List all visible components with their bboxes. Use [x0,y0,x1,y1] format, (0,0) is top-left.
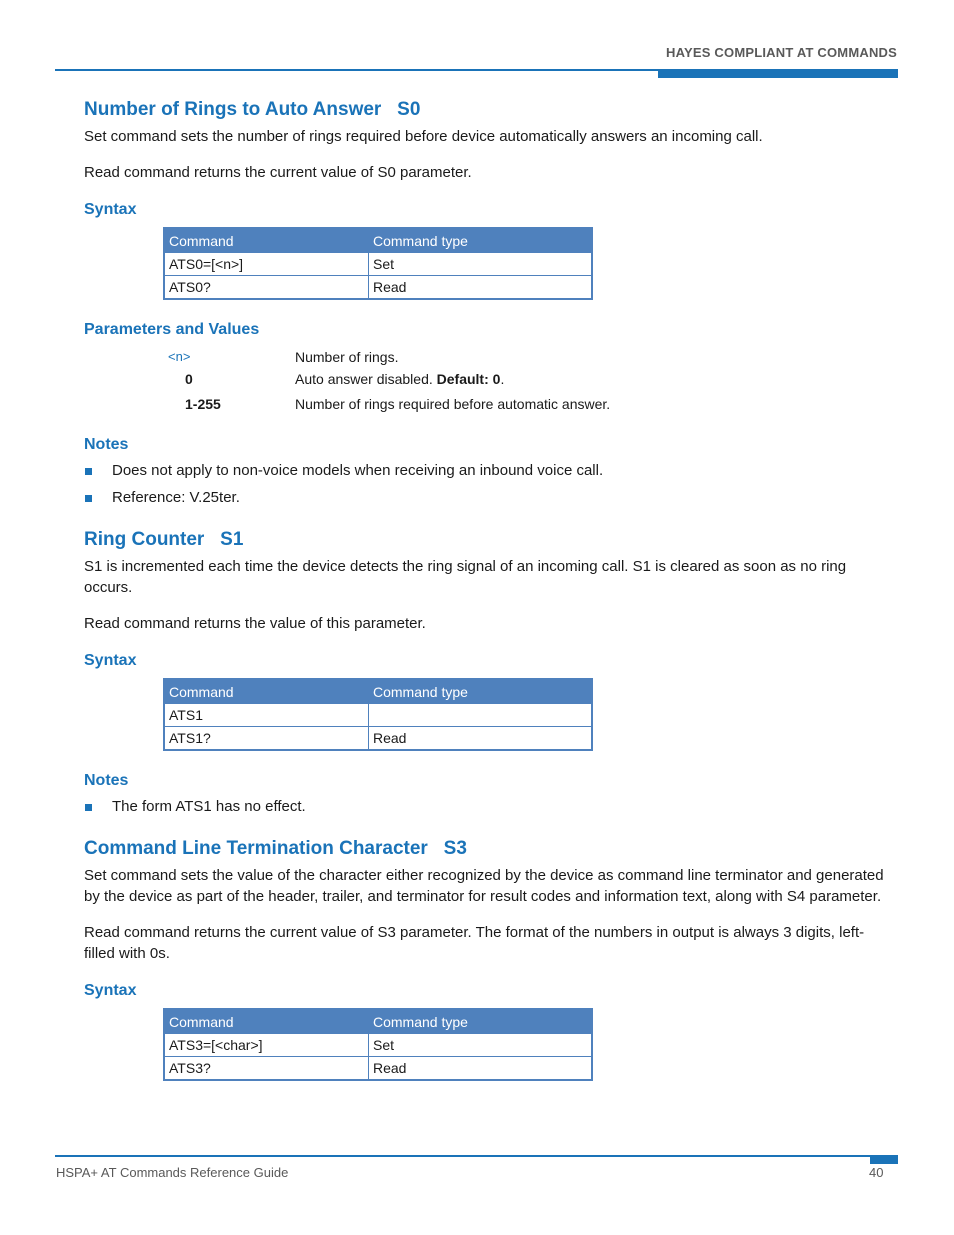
param-name: <n> [168,349,191,364]
page-number: 40 [869,1165,884,1180]
s0-description: Set command sets the number of rings required before device automatically answers an incoming call. [84,128,763,145]
table-header-command-type: Command type [369,679,593,704]
table-cell: ATS0=[<n>] [164,253,369,276]
param-value-description [295,368,504,390]
param-value: 1-255 [185,396,221,412]
note-text: The form ATS1 has no effect. [112,798,306,815]
param-value-row [168,393,884,415]
table-row [164,1034,592,1057]
footer-doc-title: HSPA+ AT Commands Reference Guide [56,1165,289,1180]
header-rule [55,69,658,71]
param-description: Number of rings. [295,349,399,365]
s3-description: Set command sets the value of the character either recognized by the device as command line terminator and generated by the device as part of the header, trailer, and terminator for result codes and information text, along with S4 parameter. [84,867,884,905]
table-header-row [164,1009,592,1034]
s3-syntax-table [163,1008,593,1081]
param-value-end: . [500,371,505,387]
s3-syntax-heading: Syntax [84,982,137,999]
table-cell: Read [369,276,593,300]
table-row [164,727,592,751]
table-cell: Set [369,1034,593,1057]
s1-syntax-table [163,678,593,751]
list-item [84,487,884,508]
table-row [164,704,592,727]
page-content [84,96,884,1081]
table-header-row [164,679,592,704]
table-cell [369,704,593,727]
table-header-command-type: Command type [369,1009,593,1034]
s1-read-description: Read command returns the value of this parameter. [84,615,426,632]
table-cell: Set [369,253,593,276]
s3-read-description: Read command returns the current value of S3 parameter. The format of the numbers in output is always 3 digits, left-filled with 0s. [84,924,865,962]
note-text: Reference: V.25ter. [112,489,240,506]
list-item [84,796,884,817]
table-row [164,253,592,276]
bullet-icon [85,495,92,502]
s0-syntax-table [163,227,593,300]
s1-notes-list [84,796,884,817]
section-title-s1: Ring Counter S1 [84,529,244,550]
param-value: 0 [185,371,193,387]
list-item [84,460,884,481]
param-default: Default: 0 [436,371,501,387]
footer-accent-block [870,1155,898,1164]
param-row [168,346,884,368]
s0-params-list [168,346,884,415]
s1-description: S1 is incremented each time the device detects the ring signal of an incoming call. S1 is cleared as soon as no ring occurs. [84,558,847,596]
s1-syntax-heading: Syntax [84,652,137,669]
bullet-icon [85,804,92,811]
table-header-command: Command [164,1009,369,1034]
note-text: Does not apply to non-voice models when receiving an inbound voice call. [112,462,604,479]
header-accent-block [658,69,898,78]
bullet-icon [85,468,92,475]
table-row [164,1057,592,1081]
param-value-text: Auto answer disabled. [295,371,437,387]
table-header-command: Command [164,228,369,253]
s0-notes-heading: Notes [84,436,129,453]
table-cell: ATS1? [164,727,369,751]
s0-read-description: Read command returns the current value of S0 parameter. [84,164,472,181]
section-title-s3: Command Line Termination Character S3 [84,838,467,859]
s0-notes-list [84,460,884,508]
table-header-row [164,228,592,253]
running-header: HAYES COMPLIANT AT COMMANDS [666,45,897,60]
footer-rule [55,1155,870,1157]
table-cell: ATS1 [164,704,369,727]
s0-syntax-heading: Syntax [84,201,137,218]
table-row [164,276,592,300]
table-cell: Read [369,727,593,751]
table-header-command-type: Command type [369,228,593,253]
table-cell: Read [369,1057,593,1081]
s0-params-heading: Parameters and Values [84,321,260,338]
param-value-row [168,368,884,390]
s1-notes-heading: Notes [84,772,129,789]
table-cell: ATS0? [164,276,369,300]
table-cell: ATS3? [164,1057,369,1081]
param-value-description: Number of rings required before automatic answer. [295,396,611,412]
table-cell: ATS3=[<char>] [164,1034,369,1057]
section-title-s0: Number of Rings to Auto Answer S0 [84,99,421,120]
table-header-command: Command [164,679,369,704]
